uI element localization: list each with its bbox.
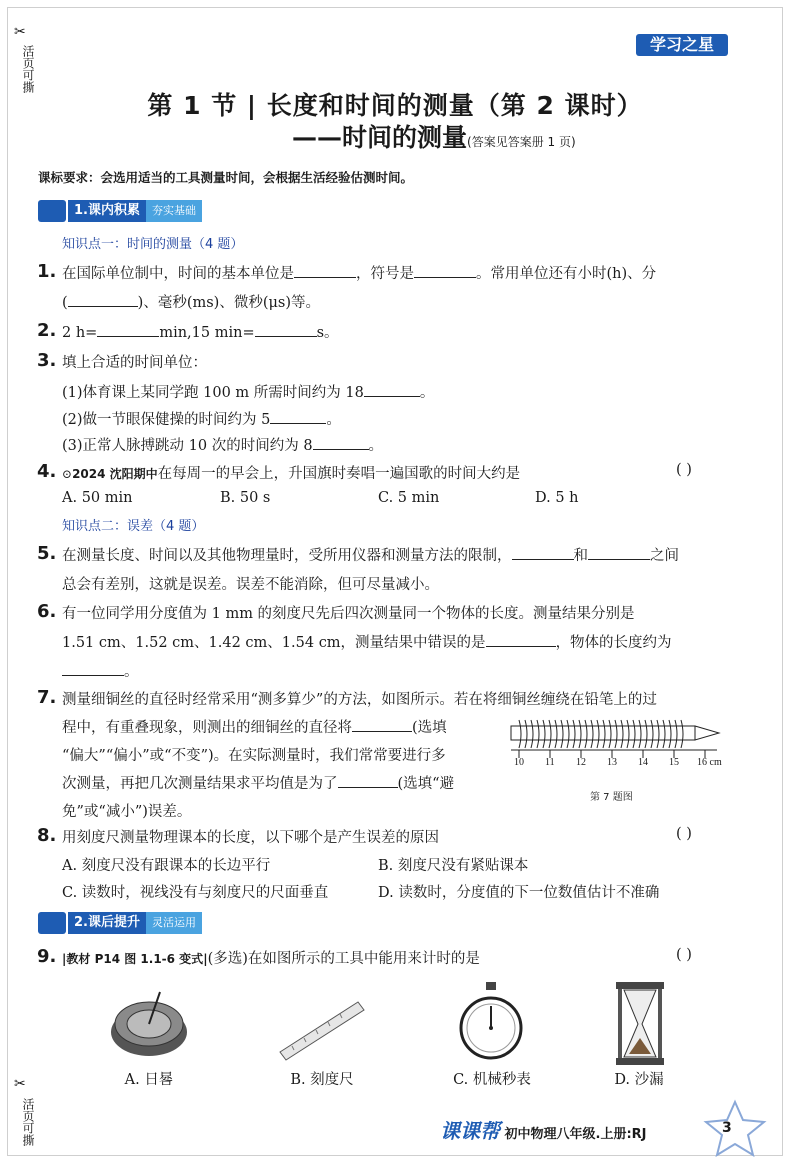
tick-label: 10	[514, 757, 524, 768]
star-icon	[700, 1098, 770, 1160]
scissors-icon: ✂	[14, 24, 26, 40]
location-pin-icon: ⊙	[62, 467, 73, 481]
answer-paren: ( )	[676, 826, 692, 842]
section-banner-1: 1.课内积累 夯实基础	[38, 200, 202, 222]
option-a: A. 50 min	[62, 490, 133, 506]
ruler-image	[278, 1000, 366, 1064]
option-d-label: D. 沙漏	[614, 1072, 664, 1088]
question-3-sub-1: (1)体育课上某同学跑 100 m 所需时间约为 18 。	[62, 385, 435, 401]
question-7-line-5: 免”或“减小”)误差。	[62, 804, 192, 820]
answer-paren: ( )	[676, 462, 692, 478]
option-b: B. 50 s	[220, 490, 271, 506]
tick-label: 16 cm	[697, 757, 722, 768]
footer-brand: 课课帮	[440, 1119, 500, 1143]
brand-logo: 学习之星	[636, 34, 728, 56]
question-number: 9.	[37, 946, 57, 967]
option-a-label: A. 日晷	[124, 1072, 174, 1088]
question-number: 5.	[37, 543, 57, 564]
page-subtitle: ——时间的测量(答案见答案册 1 页)	[292, 123, 576, 152]
book-icon	[38, 200, 66, 222]
question-number: 7.	[37, 687, 57, 708]
option-b: B. 刻度尺没有紧贴课本	[378, 858, 529, 874]
option-a: A. 刻度尺没有跟课本的长边平行	[62, 858, 271, 874]
tick-label: 15	[669, 757, 679, 768]
option-c-label: C. 机械秒表	[453, 1072, 531, 1088]
stopwatch-image	[458, 980, 524, 1066]
question-7-line-4: 次测量，再把几次测量结果求平均值是为了 (选填“避	[62, 776, 455, 792]
answer-note: (答案见答案册 1 页)	[467, 135, 576, 149]
tick-label: 14	[638, 757, 648, 768]
option-c: C. 读数时，视线没有与刻度尺的尺面垂直	[62, 885, 329, 901]
answer-paren: ( )	[676, 947, 692, 963]
scissors-icon: ✂	[14, 1076, 26, 1092]
question-3-stem: 填上合适的时间单位：	[62, 355, 207, 371]
question-number: 1.	[37, 261, 57, 282]
footer	[440, 1115, 647, 1144]
side-tab-bottom: 活页可撕	[21, 1098, 35, 1146]
knowledge-point-1: 知识点一：时间的测量（4 题）	[62, 237, 244, 252]
question-3-sub-2: (2)做一节眼保健操的时间约为 5 。	[62, 412, 341, 428]
question-number: 4.	[37, 461, 57, 482]
section-banner-2: 2.课后提升 灵活运用	[38, 912, 202, 934]
page-title: 第 1 节 | 长度和时间的测量（第 2 课时）	[147, 91, 643, 120]
question-9: |教材 P14 图 1.1-6 变式|(多选)在如图所示的工具中能用来计时的是	[62, 951, 480, 967]
question-6-line-1: 有一位同学用分度值为 1 mm 的刻度尺先后四次测量同一个物体的长度。测量结果分别是	[62, 606, 635, 622]
question-4: ⊙2024 沈阳期中在每周一的早会上，升国旗时奏唱一遍国歌的时间大约是	[62, 466, 521, 482]
question-8: 用刻度尺测量物理课本的长度，以下哪个是产生误差的原因	[62, 830, 439, 846]
question-5-line-2: 总会有差别，这就是误差。误差不能消除，但可尽量减小。	[62, 577, 439, 593]
question-3-sub-3: (3)正常人脉搏跳动 10 次的时间约为 8 。	[62, 438, 384, 454]
question-7-line-3: “偏大”“偏小”或“不变”)。在实际测量时，我们常常要进行多	[62, 748, 446, 764]
tick-label: 13	[607, 757, 617, 768]
question-7-line-2: 程中，有重叠现象，则测出的细铜丝的直径将 (选填	[62, 720, 447, 736]
question-7-line-1: 测量细铜丝的直径时经常采用“测多算少”的方法，如图所示。若在将细铜丝缠绕在铅笔上的过	[62, 692, 657, 708]
option-d: D. 5 h	[535, 490, 579, 506]
side-tab-top: 活页可撕	[21, 45, 35, 93]
course-standard: 课标要求：会选用适当的工具测量时间，会根据生活经验估测时间。	[38, 170, 414, 185]
question-number: 6.	[37, 601, 57, 622]
tick-label: 11	[545, 757, 555, 768]
question-1-line-2: ( )、毫秒(ms)、微秒(μs)等。	[62, 295, 321, 311]
hourglass-icon	[38, 912, 66, 934]
question-5-line-1: 在测量长度、时间以及其他物理量时，受所用仪器和测量方法的限制， 和 之间	[62, 548, 679, 564]
question-number: 3.	[37, 350, 57, 371]
question-6-line-3: 。	[62, 660, 139, 681]
hourglass-image	[612, 980, 668, 1068]
question-number: 2.	[37, 320, 57, 341]
option-c: C. 5 min	[378, 490, 440, 506]
option-b-label: B. 刻度尺	[290, 1072, 354, 1088]
figure-caption: 第 7 题图	[590, 792, 633, 803]
question-6-line-2: 1.51 cm、1.52 cm、1.42 cm、1.54 cm，测量结果中错误的是 ，物体的长度约为	[62, 635, 672, 651]
option-d: D. 读数时，分度值的下一位数值估计不准确	[378, 885, 660, 901]
knowledge-point-2: 知识点二：误差（4 题）	[62, 519, 205, 534]
question-1-line-1: 在国际单位制中，时间的基本单位是 ，符号是 。常用单位还有小时(h)、分	[62, 266, 657, 282]
page-number: 3	[722, 1120, 732, 1136]
tick-label: 12	[576, 757, 586, 768]
question-number: 8.	[37, 825, 57, 846]
footer-text: 初中物理八年级.上册:RJ	[504, 1127, 647, 1142]
sundial-image	[108, 982, 190, 1060]
question-2: 2 h= min,15 min= s。	[62, 325, 339, 341]
